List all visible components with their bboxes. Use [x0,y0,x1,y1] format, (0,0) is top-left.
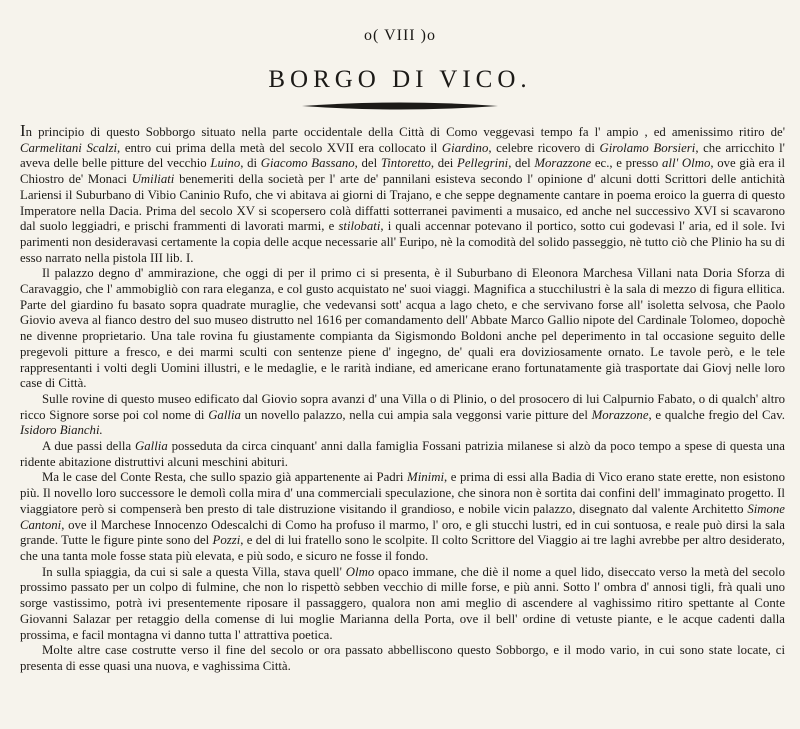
italic-text: Morazzone [534,156,592,171]
italic-text: Pozzi [212,533,241,548]
italic-text: Giacomo Bassano [260,156,355,171]
text-run: , dei [430,156,457,171]
text-run: opaco immane, che diè il nome a quel lido, diseccato verso la metà del secolo prossimo passato per un colpo di fulmine, che non lo rispettò sebben vecchio di mille forse, e più anni. Sotto l' ombra d' annosi tigli, frà quali uno sorge vastissimo, potrà ivi presentemente riposare il passaggero, qualora non ami meglio di ascendere al vaghissimo ritiro spettante al Conte Giovanni Salazar per retaggio della comense di lui moglie Marianna della Porta, ove il bell' ordine di vetuste piante, e le acque cadenti dalla prossima, e facil montagna vi danno tutta l' attrattiva poetica. [20,564,785,642]
text-run: , ove il Marchese Innocenzo Odescalchi di Como ha profuso il marmo, l' oro, e gli stucchi lustri, ed in cui sontuosa, e reale può dirsi la sala grande. Tutte le figure pinte sono del [20,517,785,548]
italic-text: Morazzone [591,407,649,422]
text-run: benemeriti della società per l' arte de' pannilani esisteva secondo l' opinione d' alcuni dotti Scrittori delle antichità Lariensi il Suburbano di Vibio Caninio Rufo, che vi abitava ai giorni di Trajano, e che seppe degnamente cantare in poema eroico la guerra di questo Imperatore nella Dacia. Prima del secolo XV si scopersero colà diffatti sotterranei pavimenti a musaico, ed anche nel successivo XVI si scavarono dal suolo leggiadri, e prischi frammenti di lavorati marmi, e [20,172,785,234]
paragraph [20,392,785,439]
body-text [20,121,786,675]
italic-text: Luino [210,156,241,171]
text-run: Il palazzo degno d' ammirazione, che oggi di per il primo ci si presenta, è il Suburbano di Eleonora Marchesa Villani nata Doria Sforza di Caravaggio, che l' ammobigliò con rara eleganza, e col gusto acquistato ne' suoi viaggi. Magnifica a stucchilustri è la sala di mezzo di figura ellitica. Parte del giardino fu basato sopra quadrate muraglie, che vedevansi sott' acqua a lago cheto, e che servivano forse all' isoletta selvosa, che Paolo Giovio aveva al fianco destro del suo museo distrutto nel 1616 per comandamento dell' Abbate Marco Gallio nipote del Cardinale Tolomeo, dopochè ne divenne proprietario. Una tale rovina fu giustamente compianta da Sigismondo Boldoni anche pel deperimento in tal occasione seguito delle pregevoli pitture a fresco, e dei marmi sculti con sentenze piene d' ingegno, de' quali era doviziosamente ornato. Le tavole però, e le tele rappresentanti i volti degli Uomini illustri, e le medaglie, e le rarità indiane, ed americane erano fortunatamente già trasportate dai Giovj nelle loro case di Città. [20,266,785,391]
drop-cap: I [20,121,26,140]
italic-text: Giardino [441,140,489,155]
paragraph [20,470,785,564]
text-run: Sulle rovine di questo museo edificato dal Giovio sopra avanzi d' una Villa o di Plinio, o del prosocero di lui Calpurnio Fabato, o di qualch' altro ricco Signore sorse poi col nome di [20,391,785,422]
text-run: un novello palazzo, nella cui ampia sala veggonsi varie pitture del [240,407,592,422]
text-run: , ove già era il Chiostro de' Monaci [20,156,786,187]
page-number: o( VIII )o [364,27,436,44]
text-run: , del [508,156,535,171]
paragraph [20,565,785,644]
italic-text: Carmelitani Scalzi [20,140,118,155]
paragraph [20,439,785,470]
text-run: Ma le case del Conte Resta, che sullo spazio già appartenente ai Padri [42,470,408,485]
italic-text: Tintoretto [380,156,431,171]
italic-text: Umiliati [131,172,175,187]
text-run: , celebre ricovero di [488,140,600,155]
text-run: n principio di questo Sobborgo situato nella parte occidentale della Città di Como veggevasi tempo fa l' ampio , ed amenissimo ritiro de' [25,125,785,139]
italic-text: Gallia [208,407,241,422]
text-run: A due passi della [42,439,136,454]
text-run: , di [240,156,261,171]
paragraph [20,121,786,266]
ornamental-divider [300,100,500,112]
italic-text: Olmo [345,564,375,579]
text-run: , del [354,156,381,171]
text-run: , e qualche fregio del Cav. [648,407,785,422]
page-title: BORGO DI VICO. [268,66,532,93]
italic-text: all' Olmo [662,156,711,171]
text-run: In sulla spiaggia, da cui si sale a questa Villa, stava quell' [42,564,346,579]
italic-text: Girolamo Borsieri [599,140,696,155]
text-run: , entro cui prima della metà del secolo XVII era collocato il [117,140,442,155]
italic-text: Pellegrini [457,156,509,171]
italic-text: Gallia [135,439,168,454]
text-run: , i quali accennar potevano il portico, sotto cui godevasi l' aria, ed il sole. Ivi parimenti non desideravasi certamente la copia delle acque necessarie all' Euripo, nè la comodità del solido passeggio, nè tutto ciò che Plinio ha su di esso narrato nella pistola III lib. I. [20,219,786,265]
text-run: posseduta da circa cinquant' anni dalla famiglia Fossani patrizia milanese si alzò da poco tempo a spese di questa una ridente abitazione distruttivi alcuni meschini abituri. [20,439,785,469]
text-run: , e del di lui fratello sono le scolpite. Il colto Scrittore del Viaggio ai tre laghi avrebbe per altro desiderato, che una tanta mole fosse stata più elevata, e più sodo, e sicuro ne fosse il fondo. [20,533,786,563]
text-run: , e prima di essi alla Badia di Vico erano state erette, non esistono più. Il novello loro successore le demolì colla mira d' una commerciali speculazione, che sinora non è sortita dai confini dell' immaginato progetto. Il viaggiatore però si compenserà ben presto di tale distruzione visitando il grandioso, e nobile vicin palazzo, disegnato dal valente Architetto [20,470,785,516]
paragraph [20,643,785,674]
paragraph [20,266,785,392]
italic-text: Isidoro Bianchi. [20,423,103,438]
italic-text: Minimi [407,470,445,485]
text-run: ec., e presso [591,156,662,171]
italic-text: Simone Cantoni [20,501,785,532]
text-run: , che arricchito l' aveva delle belle pitture del vecchio [20,140,785,171]
italic-text: stilobati [338,219,381,234]
text-run: Molte altre case costrutte verso il fine del secolo or ora passato abbelliscono questo Sobborgo, e il modo vario, in cui sono state locate, ci presenta di esse quasi una nuova, e vaghissima Città. [20,643,785,673]
